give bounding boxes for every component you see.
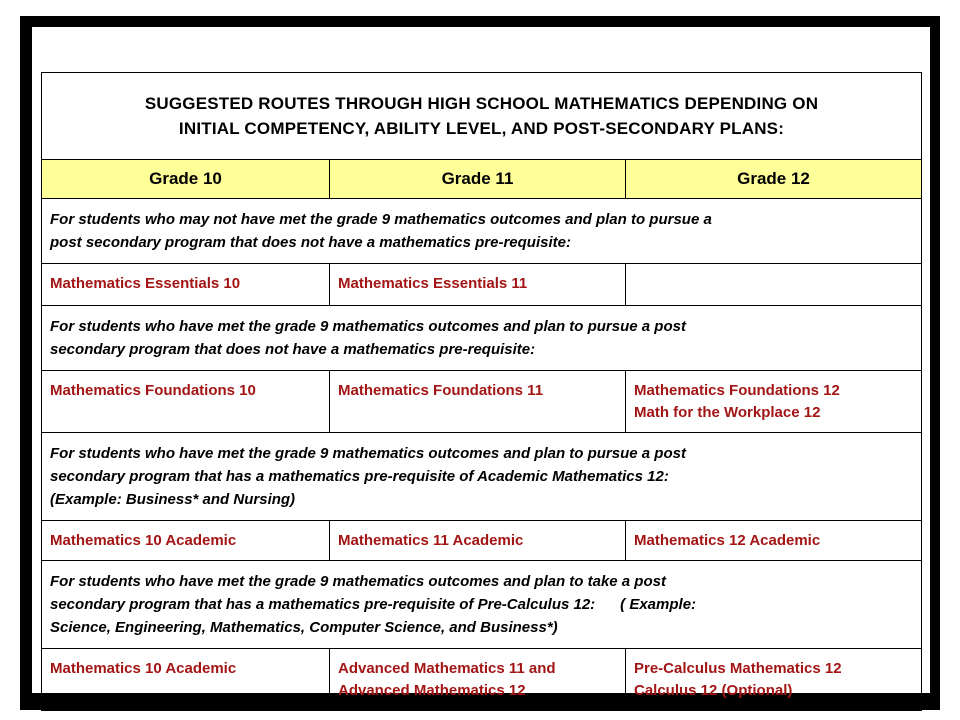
routes-table (41, 72, 922, 711)
course-name: Mathematics 11 Academic (338, 532, 524, 549)
course-name: Pre-Calculus Mathematics 12 (634, 660, 842, 677)
route-4-description-line: For students who have met the grade 9 mathematics outcomes and plan to take a post (50, 573, 666, 590)
route-1-description-row (42, 199, 922, 264)
course-name: Mathematics Foundations 10 (50, 382, 256, 399)
route-2-description-row (42, 306, 922, 371)
course-name: Mathematics Essentials 11 (338, 275, 528, 292)
grade-10-header: Grade 10 (42, 160, 330, 199)
route-4-description-line: Science, Engineering, Mathematics, Computer Science, and Business*) (50, 619, 558, 636)
table-title (42, 73, 922, 160)
route-1-grade-10-course (42, 264, 330, 306)
route-4-courses-row (42, 649, 922, 711)
title-line-1: SUGGESTED ROUTES THROUGH HIGH SCHOOL MATHEMATICS DEPENDING ON (144, 94, 819, 113)
route-4-description-line: secondary program that has a mathematics pre-requisite of Pre-Calculus 12: ( Example: (50, 596, 697, 613)
route-1-description-line: For students who may not have met the grade 9 mathematics outcomes and plan to pursue a (50, 211, 712, 228)
course-name: Mathematics 12 Academic (634, 532, 821, 549)
course-name: Mathematics Essentials 10 (50, 275, 241, 292)
route-2-grade-10-course (42, 371, 330, 433)
route-1-description (42, 199, 922, 264)
route-2-description-line: secondary program that does not have a mathematics pre-requisite: (50, 341, 536, 358)
route-2-description (42, 306, 922, 371)
route-4-description-row (42, 561, 922, 649)
route-3-grade-10-course (42, 521, 330, 561)
route-3-courses-row (42, 521, 922, 561)
course-name: Mathematics Foundations 12 (634, 382, 840, 399)
grade-header-row (42, 160, 922, 199)
route-3-description-line: (Example: Business* and Nursing) (50, 491, 296, 508)
route-3-description (42, 433, 922, 521)
route-3-description-line: secondary program that has a mathematics pre-requisite of Academic Mathematics 12: (50, 468, 669, 485)
route-2-description-line: For students who have met the grade 9 mathematics outcomes and plan to pursue a post (50, 318, 686, 335)
route-3-description-row (42, 433, 922, 521)
route-1-grade-11-course (330, 264, 626, 306)
grade-12-header: Grade 12 (626, 160, 922, 199)
route-1-courses-row (42, 264, 922, 306)
course-name: Calculus 12 (Optional) (634, 682, 793, 699)
course-name: Mathematics 10 Academic (50, 532, 237, 549)
title-line-2: INITIAL COMPETENCY, ABILITY LEVEL, AND POST-SECONDARY PLANS: (178, 119, 785, 138)
route-2-grade-12-course (626, 371, 922, 433)
route-3-grade-11-course (330, 521, 626, 561)
route-4-grade-12-course (626, 649, 922, 711)
course-name: Mathematics 10 Academic (50, 660, 237, 677)
route-4-grade-11-course (330, 649, 626, 711)
route-2-grade-11-course (330, 371, 626, 433)
route-4-description (42, 561, 922, 649)
route-3-description-line: For students who have met the grade 9 mathematics outcomes and plan to pursue a post (50, 445, 686, 462)
route-3-grade-12-course (626, 521, 922, 561)
route-4-grade-10-course (42, 649, 330, 711)
slide-frame (20, 16, 940, 710)
course-name: Advanced Mathematics 12 (338, 682, 526, 699)
route-2-courses-row (42, 371, 922, 433)
course-name: Math for the Workplace 12 (634, 404, 821, 421)
slide-page (32, 27, 930, 699)
course-name: Advanced Mathematics 11 and (338, 660, 556, 677)
title-row (42, 73, 922, 160)
grade-11-header: Grade 11 (330, 160, 626, 199)
route-1-grade-12-course (626, 264, 922, 306)
route-1-description-line: post secondary program that does not have a mathematics pre-requisite: (50, 234, 571, 251)
course-name: Mathematics Foundations 11 (338, 382, 544, 399)
